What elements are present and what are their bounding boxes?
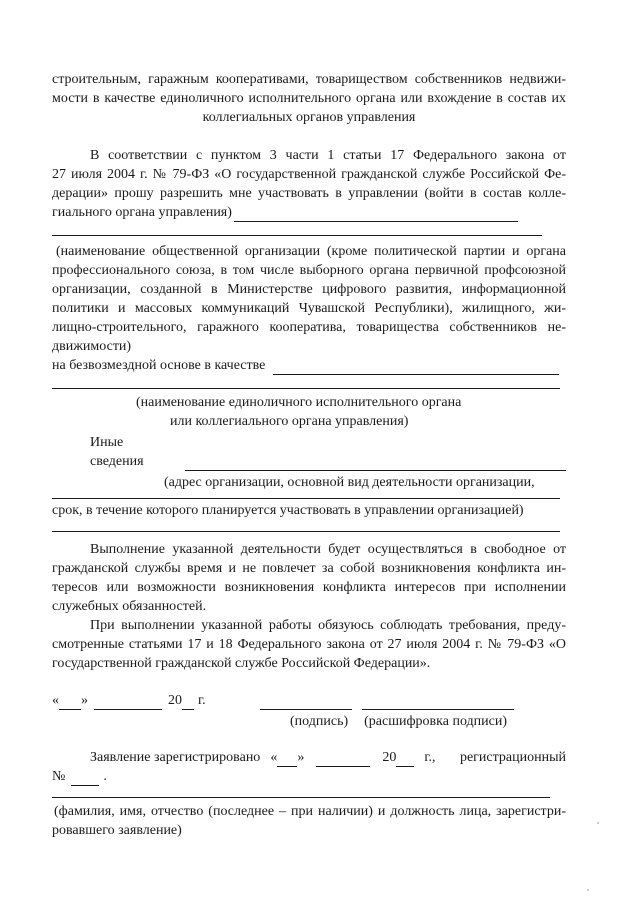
request-line-4 <box>52 203 566 222</box>
signature-row <box>52 691 566 710</box>
statement-paragraph <box>52 540 566 616</box>
registration-day-field[interactable] <box>277 752 297 767</box>
org-hint-line-6: движимости) <box>52 339 132 354</box>
scan-speck <box>597 822 599 824</box>
registration-row <box>52 748 566 767</box>
capacity-row <box>52 356 566 375</box>
other-info-hint-line-1: (адрес организации, основной вид деятельности организации, <box>164 475 535 490</box>
document-heading <box>52 70 566 127</box>
registration-number-end: . <box>103 769 107 784</box>
registrar-hint <box>52 802 566 840</box>
registration-text: Заявление зарегистрировано <box>90 750 261 765</box>
management-body-field[interactable] <box>234 207 518 222</box>
signature-year-field[interactable] <box>182 695 194 710</box>
request-line-2: 27 июля 2004 г. № 79-ФЗ «О государственной гражданской службе Российской Фе- <box>52 167 566 182</box>
statement-line-3: тересов или возможности возникновения конфликта интересов при исполнении <box>52 580 566 595</box>
year-prefix: 20 <box>168 693 182 708</box>
signature-decoding-field[interactable] <box>362 695 514 710</box>
organization-hint <box>52 242 566 356</box>
other-info-field-line-3[interactable] <box>52 530 560 532</box>
other-info-field-line-2[interactable] <box>52 497 560 499</box>
registration-number-sign: № <box>52 769 66 784</box>
signature-month-field[interactable] <box>94 695 162 710</box>
org-hint-line-2: профессионального союза, в том числе выборного органа первичной профсоюзной <box>52 263 566 278</box>
obligation-line-1: При выполнении указанной работы обязуюсь соблюдать требования, преду- <box>90 618 566 633</box>
organization-name-field[interactable] <box>52 234 542 236</box>
document-page <box>52 70 566 840</box>
registrar-hint-line-2: ровавшего заявление) <box>52 823 182 838</box>
signature-hint: (подпись) <box>290 714 349 729</box>
statement-line-2: гражданской службы время и не повлечет за собой возникновения конфликта ин- <box>52 561 566 576</box>
scan-speck <box>587 889 589 891</box>
org-hint-line-3: организации, созданной в Министерстве цифрового развития, информационной <box>52 282 566 297</box>
request-line-3: дерации» прошу разрешить мне участвовать в управлении (войти в состав колле- <box>52 186 566 201</box>
obligation-line-2: смотренные статьями 17 и 18 Федерального закона от 27 июля 2004 г. № 79-ФЗ «О <box>52 637 566 652</box>
registration-year-prefix: 20 <box>382 750 397 765</box>
capacity-field-line-2[interactable] <box>52 387 560 389</box>
registration-month-field[interactable] <box>316 752 370 767</box>
heading-line-2: мости в качестве единоличного исполнительного органа или вхождение в состав их <box>52 91 566 106</box>
capacity-label: на безвозмездной основе в качестве <box>52 358 266 373</box>
obligation-paragraph <box>52 616 566 673</box>
date-close-quote: » <box>81 693 88 708</box>
signature-field[interactable] <box>260 695 352 710</box>
registration-year-field[interactable] <box>396 752 414 767</box>
request-line-4-text: гиального органа управления) <box>52 205 232 220</box>
heading-line-1: строительным, гаражным кооперативами, товариществом собственников недвижи- <box>52 72 566 87</box>
registration-number-row <box>52 767 566 786</box>
signature-hint-row <box>52 712 566 731</box>
decoding-hint: (расшифровка подписи) <box>364 714 508 729</box>
registrar-hint-line-1: (фамилия, имя, отчество (последнее – при наличии) и должность лица, зарегистри- <box>54 804 566 819</box>
registration-date-open: « <box>270 750 278 765</box>
registrar-name-field[interactable] <box>52 796 550 798</box>
capacity-field[interactable] <box>273 360 559 375</box>
capacity-hint-line-2: или коллегиального органа управления) <box>170 414 409 429</box>
registration-number-label: регистрационный <box>459 750 566 765</box>
other-info-field[interactable] <box>185 456 566 471</box>
org-hint-line-5: лищно-строительного, гаражного кооператива, товарищества собственников не- <box>52 320 566 335</box>
other-info-label: Иные сведения <box>90 435 144 469</box>
date-open-quote: « <box>52 693 59 708</box>
year-suffix: г. <box>198 693 206 708</box>
statement-line-4: служебных обязанностей. <box>52 599 207 614</box>
capacity-hint-line-1: (наименование единоличного исполнительного органа <box>136 395 462 410</box>
registration-date-close: » <box>297 750 305 765</box>
org-hint-line-1: (наименование общественной организации (кроме политической партии и органа <box>56 244 566 259</box>
registration-year-suffix: г., <box>424 750 436 765</box>
obligation-line-3: государственной гражданской службе Российской Федерации». <box>52 656 431 671</box>
statement-line-1: Выполнение указанной деятельности будет осуществляться в свободное от <box>90 542 566 557</box>
org-hint-line-4: политики и массовых коммуникаций Чувашской Республики), жилищного, жи- <box>52 301 566 316</box>
registration-number-field[interactable] <box>71 771 99 786</box>
other-info-row <box>52 433 566 471</box>
capacity-hint <box>52 393 566 431</box>
request-line-1: В соответствии с пунктом 3 части 1 статьи 17 Федерального закона от <box>90 148 566 163</box>
other-info-hint-line-2: срок, в течение которого планируется участвовать в управлении организацией) <box>52 503 524 518</box>
request-paragraph <box>52 146 566 236</box>
heading-line-3: коллегиальных органов управления <box>202 110 416 125</box>
signature-day-field[interactable] <box>59 695 81 710</box>
